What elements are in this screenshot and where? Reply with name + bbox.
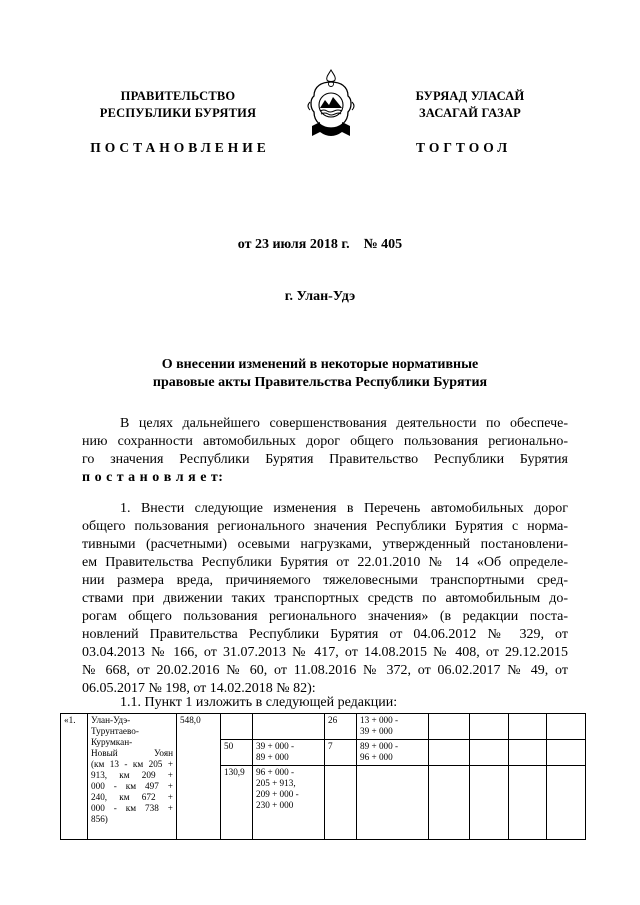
table-cell-km — [357, 740, 429, 766]
km-line: 39 + 000 — [360, 726, 393, 736]
roads-table — [60, 713, 586, 840]
table-cell-num: «1. — [61, 714, 88, 840]
government-name-bua-line1: БУРЯАД УЛАСАЙ — [415, 89, 525, 103]
road-name-line: Улан-Удэ- — [91, 715, 131, 725]
table-cell-empty — [509, 740, 547, 766]
table-cell-road-name — [88, 714, 177, 840]
government-name-bua-line2: ЗАСАГАЙ ГАЗАР — [418, 106, 522, 120]
km-line: 96 + 000 - — [256, 767, 295, 777]
table-cell-empty — [509, 714, 547, 740]
road-name-line: Курумкан- — [91, 737, 133, 747]
preamble-line-2: нию сохранности автомобильных дорог общего пользования регионально- — [82, 434, 568, 449]
table-cell-empty — [221, 714, 253, 740]
road-name-line: 856) — [91, 814, 108, 824]
document-title-line2: правовые акты Правительства Республики Бурятия — [152, 375, 488, 390]
government-name-bua — [370, 88, 570, 122]
road-name-line: 913, км 209 + — [91, 770, 173, 780]
table-cell-empty — [470, 740, 509, 766]
table-cell-empty — [357, 766, 429, 840]
table-cell-km — [253, 740, 325, 766]
item1-line-10: № 668, от 20.02.2016 № 60, от 11.08.2016 № 372, от 06.02.2017 № 49, от — [82, 663, 568, 678]
government-name-ru-line2: РЕСПУБЛИКИ БУРЯТИЯ — [99, 106, 257, 120]
km-line: 13 + 000 - — [360, 715, 399, 725]
document-type-bua: ТОГТООЛ — [416, 140, 512, 155]
item1-line-8: новлений Правительства Республики Бурятия от 04.06.2012 № 329, от — [82, 627, 568, 642]
table-cell-empty — [547, 740, 586, 766]
government-name-ru — [78, 88, 278, 122]
table-cell-empty — [429, 740, 470, 766]
table-row — [61, 714, 586, 740]
item1-1-heading: 1.1. Пункт 1 изложить в следующей редакции: — [120, 695, 398, 710]
table-cell-empty — [470, 766, 509, 840]
km-line: 96 + 000 — [360, 752, 393, 762]
km-line: 209 + 000 - — [256, 789, 299, 799]
table-cell-length: 7 — [325, 740, 357, 766]
km-line: 205 + 913, — [256, 778, 296, 788]
item1-line-11: 06.05.2017 № 198, от 14.02.2018 № 82): — [82, 681, 316, 696]
document-type-ru: ПОСТАНОВЛЕНИЕ — [90, 140, 270, 155]
road-name-line: 000 - км 497 + — [91, 781, 173, 791]
government-name-ru-line1: ПРАВИТЕЛЬСТВО — [120, 89, 236, 103]
table-cell-km — [253, 766, 325, 840]
document-title-line1: О внесении изменений в некоторые нормативные — [161, 357, 479, 372]
document-city: г. Улан-Удэ — [284, 289, 356, 304]
table-cell-total-length: 548,0 — [177, 714, 221, 840]
item1-line-9: 03.04.2013 № 166, от 31.07.2013 № 417, от 14.08.2015 № 408, от 29.12.2015 — [82, 645, 568, 660]
table-cell-empty — [470, 714, 509, 740]
document-date-number: от 23 июля 2018 г. № 405 — [237, 237, 403, 252]
table-cell-empty — [547, 766, 586, 840]
table-cell-empty — [429, 766, 470, 840]
item1-line-6: ствами при движении таких транспортных средств по автомобильным до- — [82, 591, 568, 606]
item1-line-7: рогам общего пользования регионального значения» (в редакции поста- — [82, 609, 568, 624]
table-cell-empty — [509, 766, 547, 840]
km-line: 89 + 000 - — [360, 741, 399, 751]
km-line: 89 + 000 — [256, 752, 289, 762]
road-name-line: (км 13 - км 205 + — [91, 759, 173, 769]
preamble-resolves: п о с т а н о в л я е т: — [82, 470, 224, 485]
table-cell-length: 50 — [221, 740, 253, 766]
item1-line-1: 1. Внести следующие изменения в Перечень автомобильных дорог — [120, 501, 568, 516]
km-line: 230 + 000 — [256, 800, 294, 810]
road-name-line: Турунтаево- — [91, 726, 139, 736]
km-line: 39 + 000 - — [256, 741, 295, 751]
table-cell-km — [357, 714, 429, 740]
preamble-line-1: В целях дальнейшего совершенствования деятельности по обеспече- — [120, 416, 568, 431]
item1-line-3: тивными (расчетными) осевыми нагрузками, утвержденный постановлени- — [82, 537, 568, 552]
coat-of-arms-icon — [302, 66, 360, 146]
road-name-line: 240, км 672 + — [91, 792, 173, 802]
item1-line-4: ем Правительства Республики Бурятия от 22.01.2010 № 14 «Об определе- — [82, 555, 568, 570]
road-name-line: 000 - км 738 + — [91, 803, 173, 813]
table-cell-length: 26 — [325, 714, 357, 740]
table-cell-empty — [547, 714, 586, 740]
item1-line-2: общего пользования регионального значения Республики Бурятия с норма- — [82, 519, 568, 534]
table-cell-empty — [253, 714, 325, 740]
road-name-line: Новый Уоян — [91, 748, 173, 758]
document-title — [0, 356, 640, 392]
table-cell-empty — [429, 714, 470, 740]
preamble-line-3: го значения Республики Бурятия Правительство Республики Бурятия — [82, 452, 568, 467]
table-cell-empty — [325, 766, 357, 840]
item1-line-5: нии размера вреда, причиняемого тяжеловесными транспортными сред- — [82, 573, 568, 588]
table-cell-length: 130,9 — [221, 766, 253, 840]
